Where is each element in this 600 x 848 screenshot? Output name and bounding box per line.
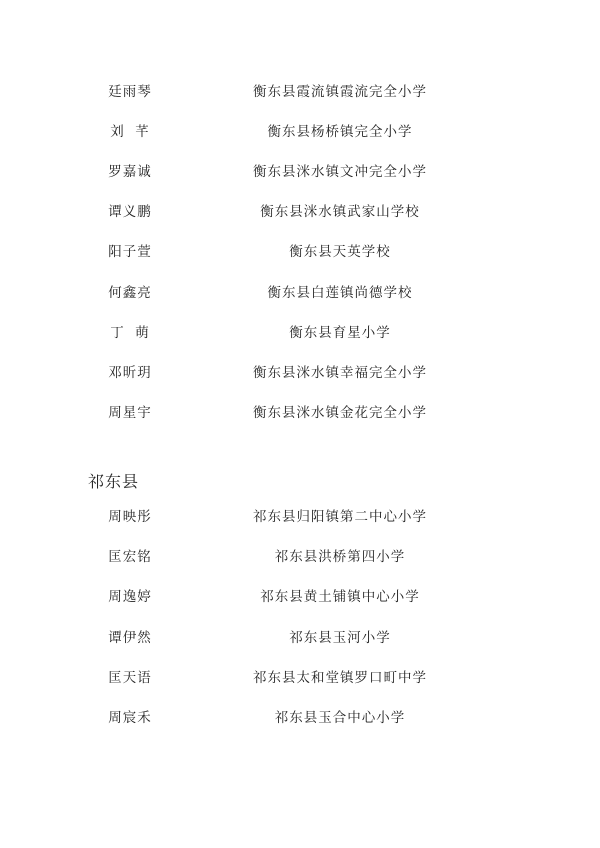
school-name: 祁东县玉河小学 (289, 630, 391, 646)
student-name: 周逸婷 (108, 589, 152, 605)
student-name: 廷雨琴 (108, 84, 152, 100)
school-name: 祁东县归阳镇第二中心小学 (253, 509, 427, 525)
school-name: 祁东县黄土铺镇中心小学 (260, 589, 420, 605)
student-name: 邓昕玥 (108, 365, 152, 381)
student-name: 罗嘉诚 (108, 164, 152, 180)
student-name: 谭义鹏 (108, 204, 152, 220)
school-name: 衡东县霞流镇霞流完全小学 (253, 84, 427, 100)
list-row (0, 80, 600, 104)
list-row (0, 666, 600, 690)
school-name: 衡东县洣水镇文冲完全小学 (253, 164, 427, 180)
list-row (0, 200, 600, 224)
student-name: 阳子萱 (108, 244, 152, 260)
list-row (0, 361, 600, 385)
school-name: 祁东县玉合中心小学 (274, 710, 406, 726)
student-name: 周星宇 (108, 405, 152, 421)
list-row (0, 401, 600, 425)
school-name: 衡东县育星小学 (289, 325, 391, 341)
list-row (0, 505, 600, 529)
student-name: 谭伊然 (108, 630, 152, 646)
list-row (0, 706, 600, 730)
list-row (0, 120, 600, 144)
list-row (0, 626, 600, 650)
school-name: 衡东县洣水镇金花完全小学 (253, 405, 427, 421)
list-row (0, 321, 600, 345)
student-name: 匡天语 (108, 670, 152, 686)
section-heading: 祁东县 (88, 472, 140, 491)
list-row (0, 160, 600, 184)
school-name: 衡东县杨桥镇完全小学 (267, 124, 413, 140)
list-row (0, 585, 600, 609)
school-name: 衡东县天英学校 (289, 244, 391, 260)
school-name: 衡东县白莲镇尚德学校 (267, 285, 413, 301)
school-name: 衡东县洣水镇幸福完全小学 (253, 365, 427, 381)
list-row (0, 281, 600, 305)
student-name: 周宸禾 (108, 710, 152, 726)
student-name: 匡宏铭 (108, 549, 152, 565)
list-row (0, 240, 600, 264)
student-name: 丁 萌 (110, 325, 150, 341)
student-name: 周映彤 (108, 509, 152, 525)
list-row (0, 545, 600, 569)
student-name: 刘 芊 (110, 124, 150, 140)
school-name: 衡东县洣水镇武家山学校 (260, 204, 420, 220)
student-name: 何鑫亮 (108, 285, 152, 301)
school-name: 祁东县太和堂镇罗口町中学 (253, 670, 427, 686)
school-name: 祁东县洪桥第四小学 (274, 549, 406, 565)
